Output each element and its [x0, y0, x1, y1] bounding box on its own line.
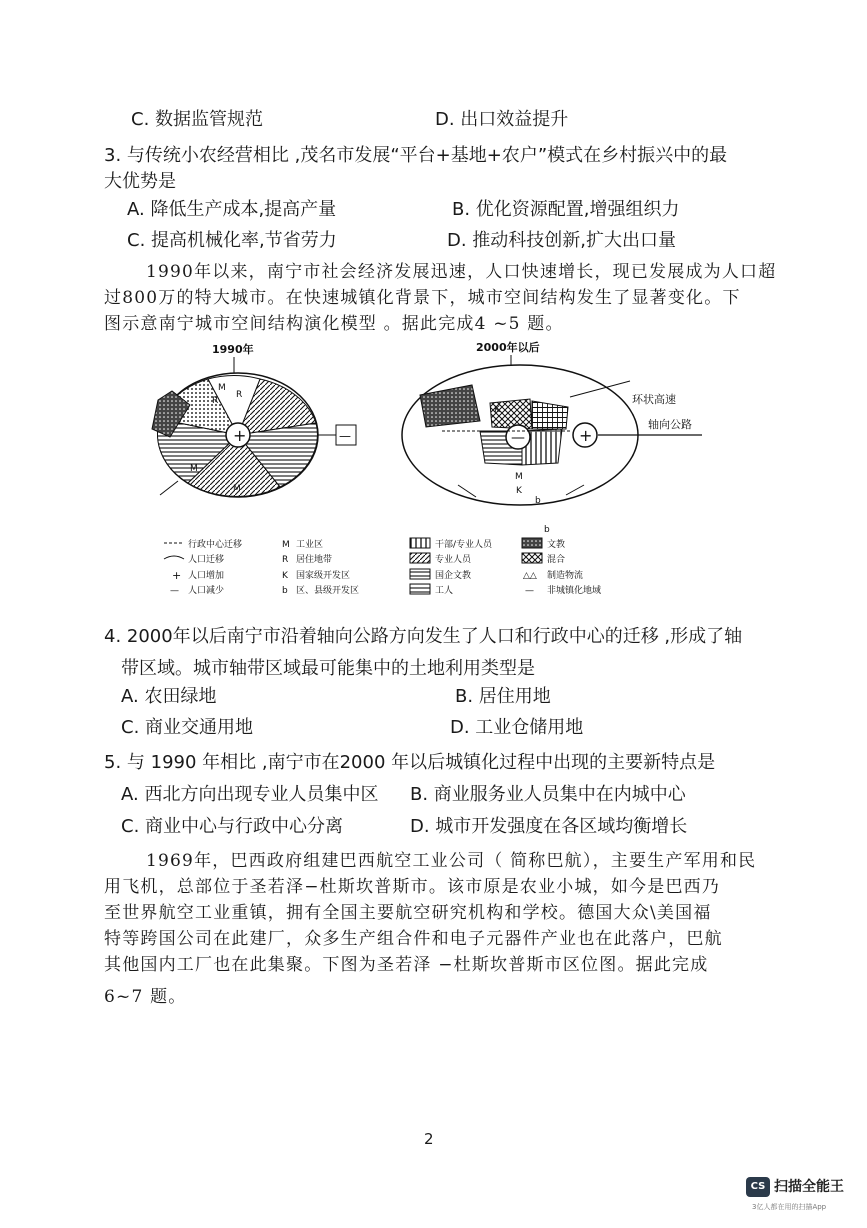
- legend-national-zone: 国家级开发区: [296, 571, 351, 581]
- right-k-marker: K: [494, 405, 500, 415]
- passage2-line5: 其他国内工厂也在此集聚。下图为圣若泽 −杜斯坎普斯市区位图。据此完成: [104, 955, 709, 975]
- legend-plus-symbol: +: [172, 569, 182, 582]
- q3-stem-cont: 大优势是: [104, 171, 176, 192]
- q5-option-b: B. 商业服务业人员集中在内城中心: [410, 784, 686, 805]
- page-number: 2: [424, 1130, 434, 1148]
- legend-district-zone: 区、县级开发区: [296, 586, 360, 596]
- q5-option-d: D. 城市开发强度在各区域均衡增长: [410, 816, 688, 837]
- legend-pop-decrease: 人口减少: [188, 586, 225, 596]
- q2-option-d: D. 出口效益提升: [435, 109, 569, 130]
- q3-option-a: A. 降低生产成本,提高产量: [127, 199, 337, 220]
- q2-option-c: C. 数据监管规范: [131, 109, 264, 130]
- legend-k-symbol: K: [282, 571, 288, 581]
- passage2-line3: 至世界航空工业重镇，拥有全国主要航空研究机构和学校。德国大众\美国福: [104, 903, 712, 923]
- passage1-line3: 图示意南宁城市空间结构演化模型 。据此完成4 ~5 题。: [104, 314, 564, 334]
- legend-cadres: 干部/专业人员: [435, 540, 493, 550]
- legend-pop-move: 人口迁移: [188, 555, 225, 565]
- camscanner-tagline: 3亿人都在用的扫描App: [752, 1203, 827, 1211]
- right-title: 2000年以后: [476, 341, 540, 354]
- q5-stem: 5. 与 1990 年相比 ,南宁市在2000 年以后城镇化过程中出现的主要新特点是: [104, 752, 716, 773]
- camscanner-logo-icon: CS: [746, 1177, 770, 1197]
- legend: [164, 538, 601, 596]
- left-plus-marker: +: [233, 426, 247, 445]
- q3-option-c: C. 提高机械化率,节省劳力: [127, 230, 337, 251]
- legend-admin-move: 行政中心迁移: [188, 540, 243, 550]
- legend-professionals: 专业人员: [435, 555, 472, 565]
- legend-manufacturing: 制造物流: [547, 571, 584, 581]
- q4-stem: 4. 2000年以后南宁市沿着轴向公路方向发生了人口和行政中心的迁移 ,形成了轴: [104, 626, 743, 647]
- legend-b-symbol: b: [282, 586, 288, 596]
- left-minus-marker: —: [339, 429, 351, 443]
- q4-option-d: D. 工业仓储用地: [450, 717, 584, 738]
- q4-stem-cont: 带区域。城市轴带区域最可能集中的土地利用类型是: [121, 658, 535, 679]
- legend-line-symbol: —: [525, 586, 534, 596]
- left-r-marker-2: R: [236, 390, 243, 400]
- q4-option-b: B. 居住用地: [455, 686, 551, 707]
- camscanner-name: 扫描全能王: [774, 1179, 844, 1195]
- left-m-marker-2: M: [190, 464, 198, 474]
- right-b-marker: b: [535, 496, 541, 506]
- axial-road-label: 轴向公路: [648, 418, 692, 431]
- q3-option-d: D. 推动科技创新,扩大出口量: [447, 230, 677, 251]
- legend-mixed: 混合: [547, 555, 566, 565]
- legend-pop-increase: 人口增加: [188, 571, 225, 581]
- left-r-marker-1: R: [212, 396, 219, 406]
- q3-option-b: B. 优化资源配置,增强组织力: [452, 199, 680, 220]
- right-b-marker-2: b: [544, 525, 550, 535]
- legend-non-urban: 非城镇化地域: [547, 586, 602, 596]
- left-migration-arrow: [160, 481, 178, 495]
- right-plus-marker: +: [579, 426, 593, 445]
- right-m-marker: M: [515, 472, 523, 482]
- left-m-marker-3: M: [233, 484, 241, 494]
- left-m-marker: M: [218, 383, 226, 393]
- ring-road-label: 环状高速: [632, 393, 676, 406]
- q5-option-a: A. 西北方向出现专业人员集中区: [121, 784, 379, 805]
- passage2-line2: 用飞机，总部位于圣若泽−杜斯坎普斯市。该市原是农业小城，如今是巴西乃: [104, 877, 721, 897]
- passage2-line4: 特等跨国公司在此建厂，众多生产组合件和电子元器件产业也在此落户，巴航: [104, 929, 723, 949]
- legend-residential: 居住地带: [296, 555, 333, 565]
- right-minus-marker: —: [511, 430, 525, 446]
- legend-m-symbol: M: [282, 540, 290, 550]
- q3-stem: 3. 与传统小农经营相比 ,茂名市发展“平台+基地+农户”模式在乡村振兴中的最: [104, 145, 728, 166]
- passage2-line1: 1969年，巴西政府组建巴西航空工业公司（ 简称巴航），主要生产军用和民: [146, 851, 757, 871]
- legend-workers: 工人: [435, 586, 454, 596]
- passage1-line1: 1990年以来，南宁市社会经济发展迅速，人口快速增长，现已发展成为人口超: [146, 262, 777, 282]
- legend-r-symbol: R: [282, 555, 289, 565]
- legend-edu: 文教: [547, 540, 566, 550]
- urban-structure-figure: [130, 335, 730, 615]
- legend-soe-edu: 国企文教: [435, 571, 472, 581]
- right-k-marker-2: K: [516, 486, 522, 496]
- legend-minus-symbol: —: [170, 586, 179, 596]
- passage2-line6: 6~7 题。: [104, 987, 187, 1007]
- passage1-line2: 过800万的特大城市。在快速城镇化背景下，城市空间结构发生了显著变化。下: [104, 288, 741, 308]
- legend-tri-symbol: △△: [523, 571, 537, 581]
- q4-option-a: A. 农田绿地: [121, 686, 217, 707]
- legend-industrial: 工业区: [296, 540, 324, 550]
- left-title: 1990年: [212, 343, 254, 356]
- q5-option-c: C. 商业中心与行政中心分离: [121, 816, 344, 837]
- q4-option-c: C. 商业交通用地: [121, 717, 254, 738]
